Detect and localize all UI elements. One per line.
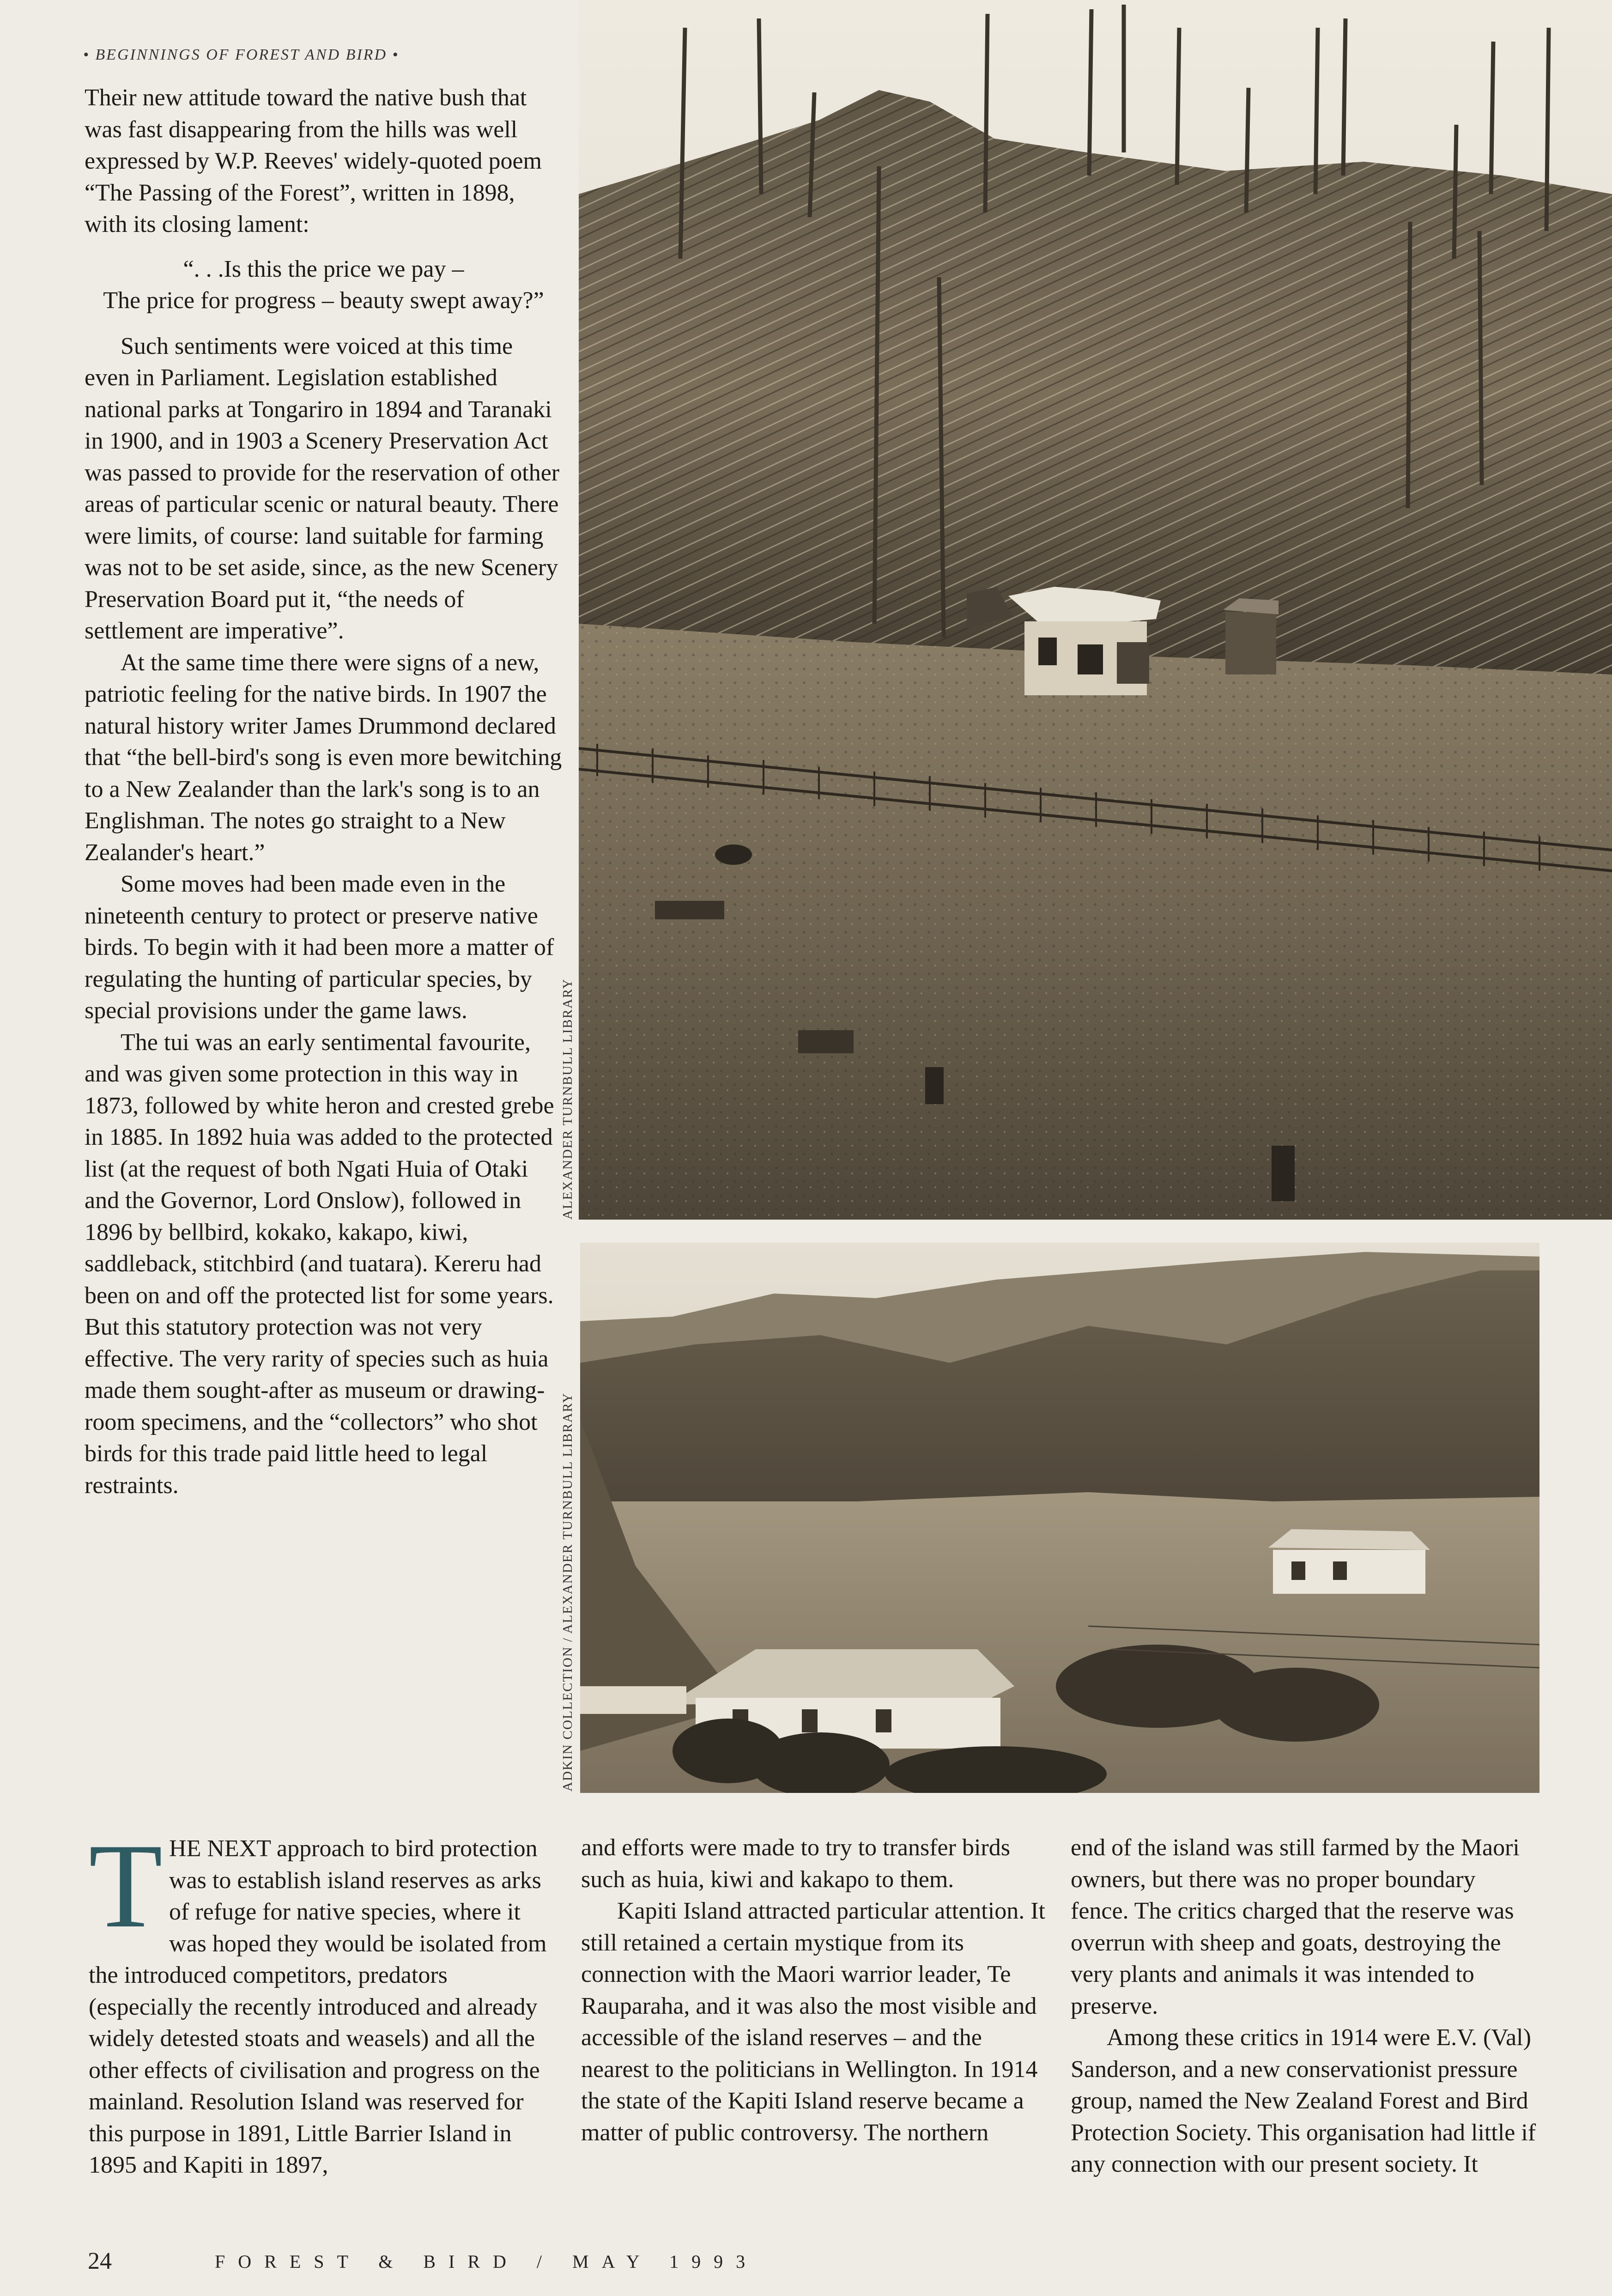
bottom-column-1 <box>89 1819 553 2181</box>
poem-quote <box>85 254 563 317</box>
photo-cleared-hillside-farmhouse <box>579 0 1612 1220</box>
paragraph: end of the island was still farmed by the Maori owners, but there was no proper boundary fence. The critics charged that the reserve was overrun with sheep and goats, destroying the very plants and animals it was intended to preserve. <box>1071 1834 1520 2019</box>
running-head: • BEGINNINGS OF FOREST AND BIRD • <box>83 46 400 63</box>
left-column <box>85 82 563 1501</box>
drop-cap: T <box>89 1819 163 1953</box>
paragraph: At the same time there were signs of a new, patriotic feeling for the native birds. In 1907 the natural history writer James Drummond declared that “the bell-bird's song is even more bewitching to a New Zealander than the lark's song is to an Englishman. The notes go straight to a New Zealander's heart.” <box>85 649 562 866</box>
page-number: 24 <box>88 2248 112 2274</box>
photo-credit: ALEXANDER TURNBULL LIBRARY <box>560 978 575 1220</box>
paragraph: Some moves had been made even in the nineteenth century to protect or preserve native birds. To begin with it had been more a matter of regulating the hunting of particular species, by special provisions under the game laws. <box>85 871 554 1024</box>
paragraph: HE NEXT approach to bird protection was to establish island reserves as arks of refuge for native species, where it was hoped they would be isolated from the introduced competitors, predators (especially the recently introduced and already widely detested stoats and weasels) and all the other effects of civilisation and progress on the mainland. Resolution Island was reserved for this purpose in 1891, Little Barrier Island in 1895 and Kapiti in 1897, <box>89 1835 547 2178</box>
photo-valley-homestead <box>580 1243 1539 1793</box>
paragraph: Their new attitude toward the native bush that was fast disappearing from the hills was well expressed by W.P. Reeves' widely-quoted poem “The Passing of the Forest”, written in 1898, with its closing lament: <box>85 85 542 237</box>
paragraph: Among these critics in 1914 were E.V. (Val) Sanderson, and a new conservationist pressure group, named the New Zealand Forest and Bird Protection Society. This organisation had little if any connection with our present society. It <box>1071 2024 1536 2177</box>
poem-line: “. . .Is this the price we pay – <box>183 255 464 282</box>
bottom-column-2 <box>581 1832 1045 2149</box>
photo-credit: ADKIN COLLECTION / ALEXANDER TURNBULL LIBRARY <box>560 1392 575 1792</box>
bottom-column-3 <box>1071 1832 1538 2181</box>
magazine-footer: FOREST & BIRD / MAY 1993 <box>215 2251 758 2272</box>
poem-line: The price for progress – beauty swept away?” <box>103 287 544 314</box>
paragraph: Such sentiments were voiced at this time even in Parliament. Legislation established national parks at Tongariro in 1894 and Taranaki in 1900, and in 1903 a Scenery Preservation Act was passed to provide for the reservation of other areas of particular scenic or natural beauty. There were limits, of course: land suitable for farming was not to be set aside, since, as the new Scenery Preservation Board put it, “the needs of settlement are imperative”. <box>85 333 560 644</box>
paragraph: The tui was an early sentimental favourite, and was given some protection in this way in 1873, followed by white heron and crested grebe in 1885. In 1892 huia was added to the protected list (at the request of both Ngati Huia of Otaki and the Governor, Lord Onslow), followed in 1896 by bellbird, kokako, kakapo, kiwi, saddleback, stitchbird (and tuatara). Kereru had been on and off the protected list for some years. But this statutory protection was not very effective. The very rarity of species such as huia made them sought-after as museum or drawing-room specimens, and the “collectors” who shot birds for this trade paid little heed to legal restraints. <box>85 1029 554 1499</box>
paragraph: Kapiti Island attracted particular attention. It still retained a certain mystique from its connection with the Maori warrior leader, Te Rauparaha, and it was also the most visible and accessible of the island reserves – and the nearest to the politicians in Wellington. In 1914 the state of the Kapiti Island reserve became a matter of public controversy. The northern <box>581 1898 1045 2146</box>
paragraph: and efforts were made to try to transfer birds such as huia, kiwi and kakapo to them. <box>581 1834 1010 1893</box>
